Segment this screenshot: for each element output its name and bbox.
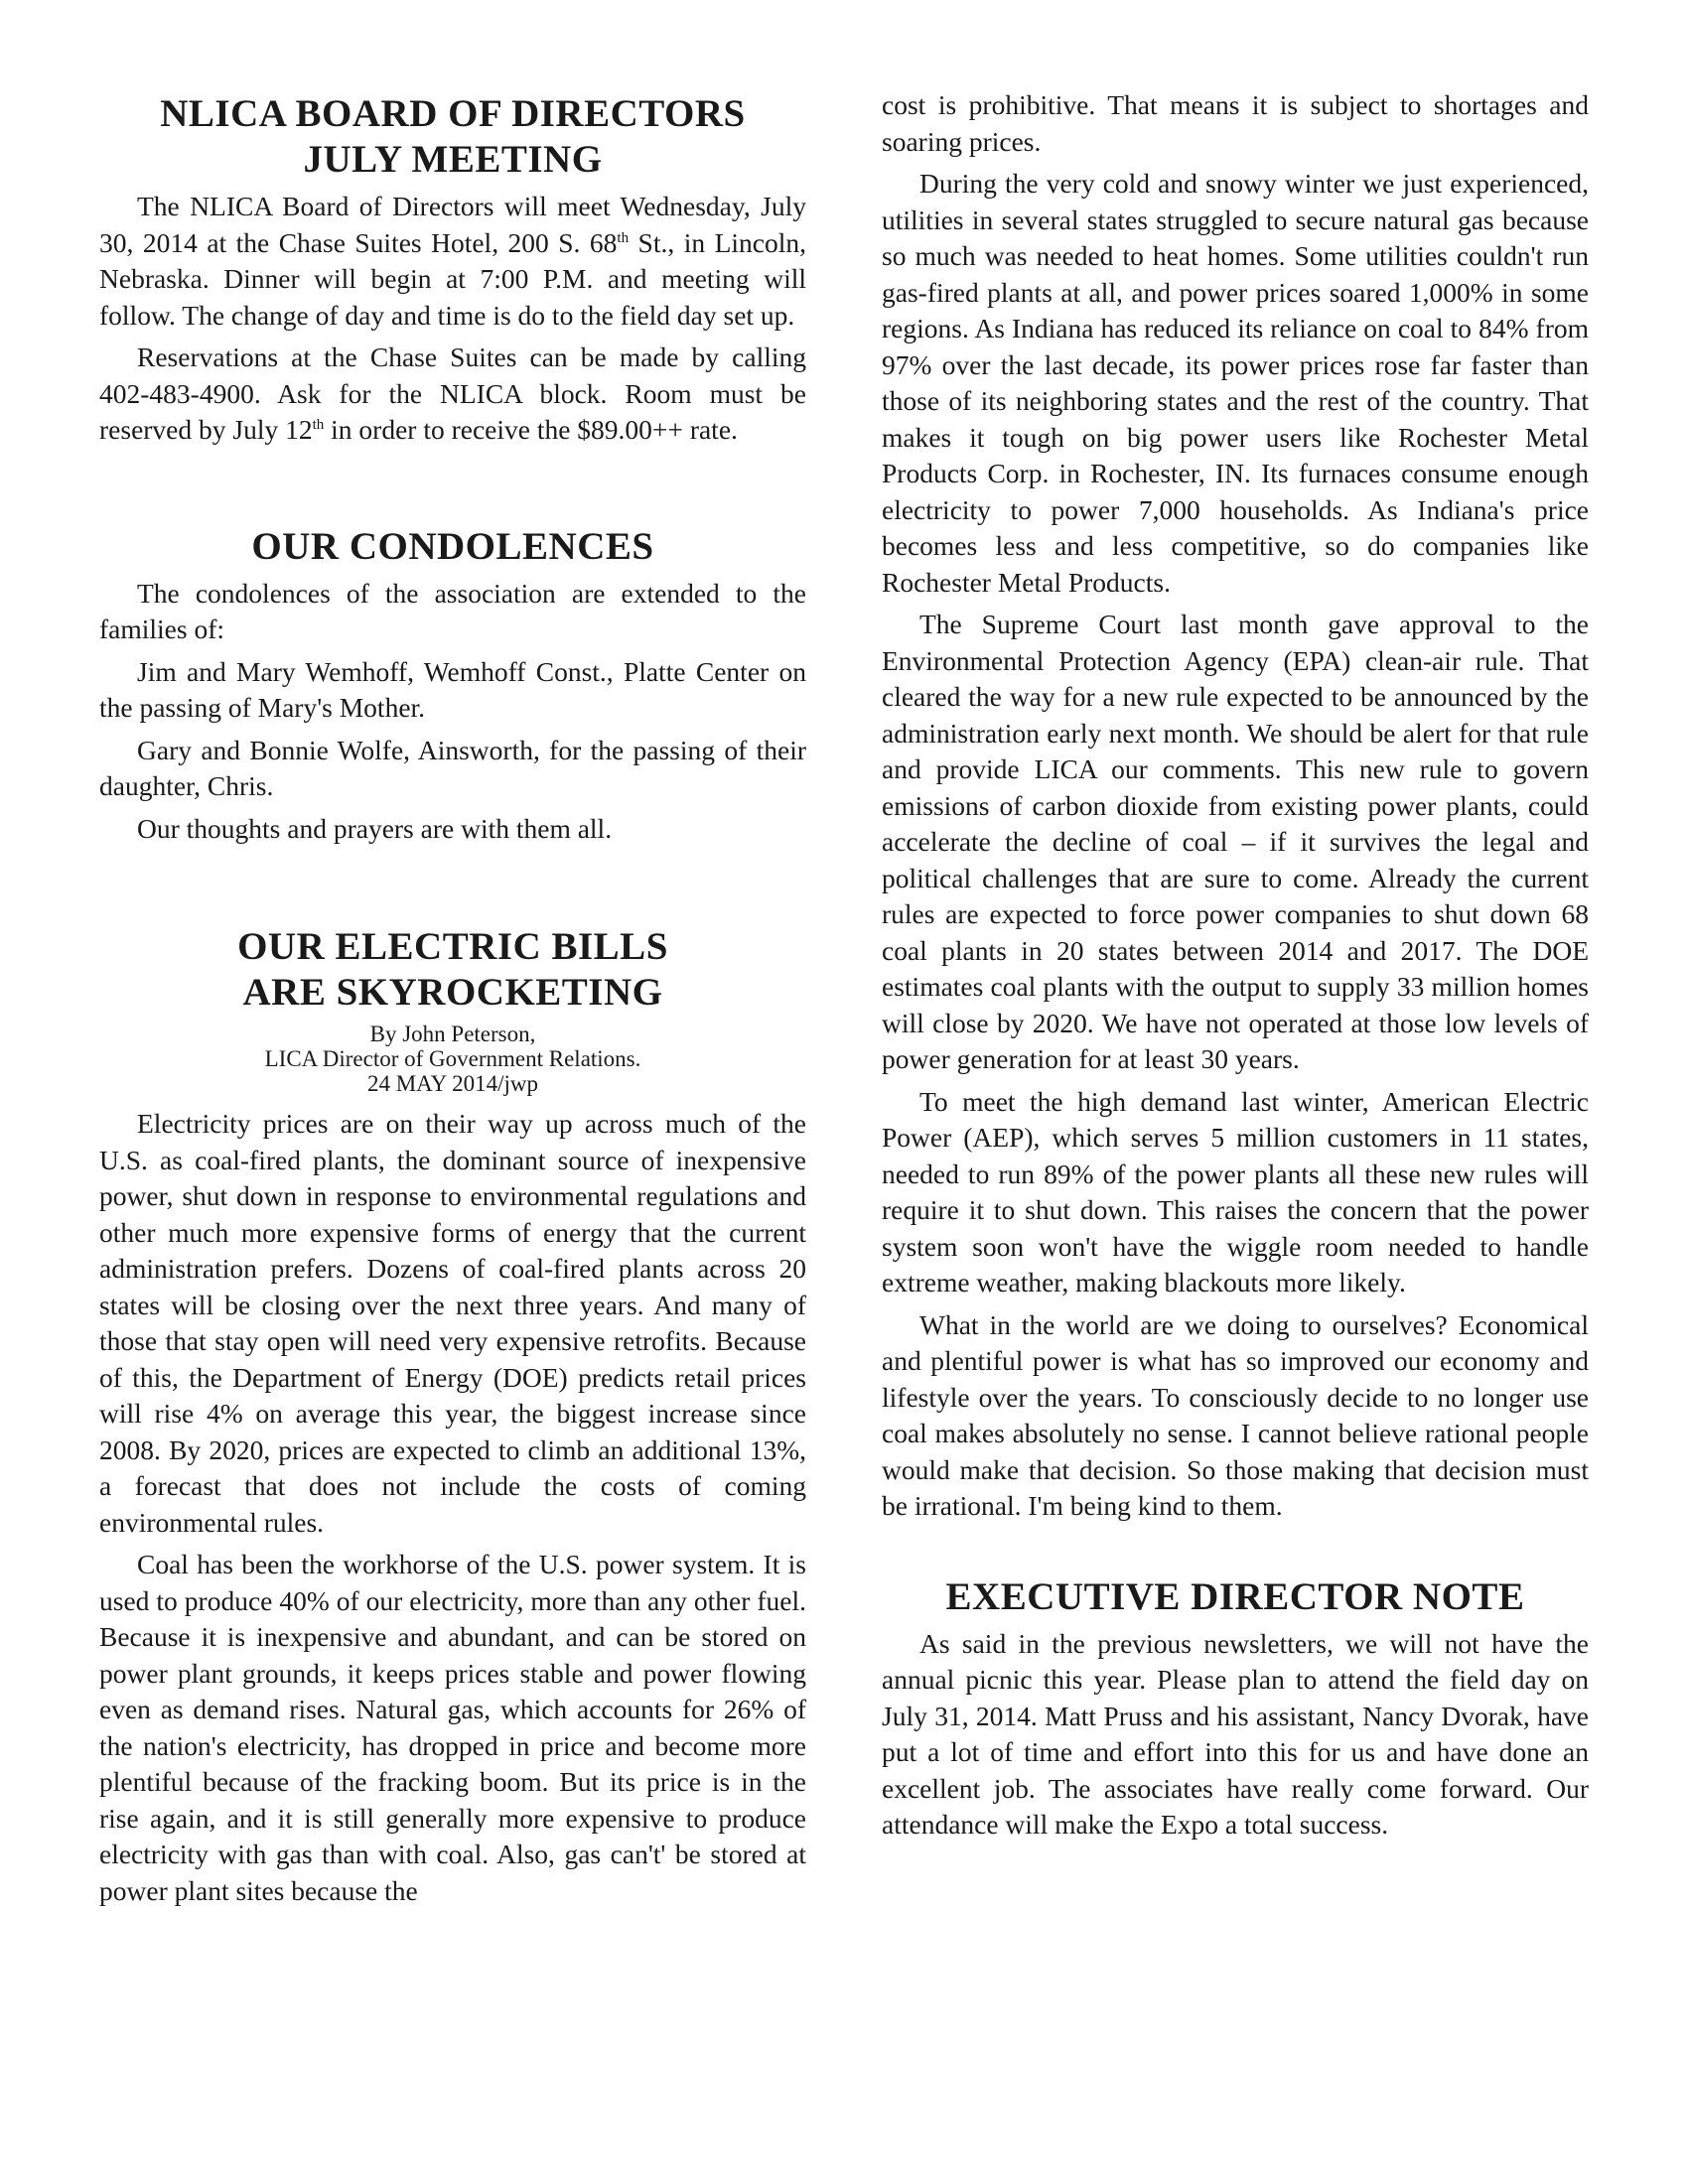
right-column	[882, 87, 1589, 2184]
electric-bills-paragraph-4: The Supreme Court last month gave approval to the Environmental Protection Agency (EPA) clean-air rule. That cleared the way for a new rule expected to be announced by the administration early next month. We should be alert for that rule and provide LICA our comments. This new rule to govern emissions of carbon dioxide from existing power plants, could accelerate the decline of coal – if it survives the legal and political challenges that are sure to come. Already the current rules are expected to force power companies to shut down 68 coal plants in 20 states between 2014 and 2017. The DOE estimates coal plants with the output to supply 33 million homes will close by 2020. We have not operated at those low levels of power generation for at least 30 years.	[882, 609, 1589, 1074]
board-meeting-paragraph-2: Reservations at the Chase Suites can be made by calling 402-483-4900. Ask for the NLICA block. Room must be reserved by July 12th in order to receive the $89.00++ rate.	[99, 341, 806, 445]
electric-bills-continued	[882, 87, 1589, 1525]
board-meeting-title-line2: JULY MEETING	[303, 138, 603, 181]
electric-bills-title	[99, 924, 806, 1016]
condolences-paragraph-3: Gary and Bonnie Wolfe, Ainsworth, for the passing of their daughter, Chris.	[99, 734, 806, 801]
condolences-title: OUR CONDOLENCES	[251, 524, 654, 568]
electric-bills-paragraph-1: Electricity prices are on their way up across much of the U.S. as coal-fired plants, the dominant source of inexpensive power, shut down in response to environmental regulations and other much more expensive forms of energy that the current administration prefers. Dozens of coal-fired plants across 20 states will be closing over the next three years. And many of those that stay open will need very expensive retrofits. Because of this, the Department of Energy (DOE) predicts retail prices will rise 4% on average this year, the biggest increase since 2008. By 2020, prices are expected to climb an additional 13%, a forecast that does not include the costs of coming environmental rules.	[99, 1108, 806, 1538]
left-column	[99, 91, 806, 2184]
board-meeting-section	[99, 91, 806, 449]
electric-bills-paragraph-3: During the very cold and snowy winter we just experienced, utilities in several states struggled to secure natural gas because so much was needed to heat homes. Some utilities couldn't run gas-fired plants at all, and power prices soared 1,000% in some regions. As Indiana has reduced its reliance on coal to 84% from 97% over the last decade, its power prices rose far faster than those of its neighboring states and the rest of the country. That makes it tough on big power users like Rochester Metal Products Corp. in Rochester, IN. Its furnaces consume enough electricity to power 7,000 households. As Indiana's price becomes less and less competitive, so do companies like Rochester Metal Products.	[882, 168, 1589, 598]
electric-bills-paragraph-2-continued: cost is prohibitive. That means it is subject to shortages and soaring prices.	[882, 89, 1589, 157]
byline-role: LICA Director of Government Relations.	[264, 1046, 641, 1071]
condolences-section	[99, 524, 806, 848]
electric-bills-paragraph-2: Coal has been the workhorse of the U.S. power system. It is used to produce 40% of our electricity, more than any other fuel. Because it is inexpensive and abundant, and can be stored on power plant grounds, it keeps prices stable and power flowing even as demand rises. Natural gas, which accounts for 26% of the nation's electricity, has dropped in price and become more plentiful because of the fracking boom. But its price is in the rise again, and it is still generally more expensive to produce electricity with gas than with coal. Also, gas can't' be stored at power plant sites because the	[99, 1549, 806, 1906]
condolences-paragraph-2: Jim and Mary Wemhoff, Wemhoff Const., Platte Center on the passing of Mary's Mother.	[99, 655, 806, 723]
byline-author: By John Peterson,	[369, 1022, 536, 1046]
condolences-paragraph-1: The condolences of the association are extended to the families of:	[99, 577, 806, 644]
board-meeting-title-line1: NLICA BOARD OF DIRECTORS	[160, 92, 746, 135]
electric-bills-byline	[99, 1022, 806, 1096]
electric-bills-paragraph-6: What in the world are we doing to ourselves? Economical and plentiful power is what has so improved our economy and lifestyle over the years. To consciously decide to no longer use coal makes absolutely no sense. I cannot believe rational people would make that decision. So those making that decision must be irrational. I'm being kind to them.	[882, 1308, 1589, 1521]
board-meeting-paragraph-1: The NLICA Board of Directors will meet Wednesday, July 30, 2014 at the Chase Suites Hotel, 200 S. 68th St., in Lincoln, Nebraska. Dinner will begin at 7:00 P.M. and meeting will follow. The change of day and time is do to the field day set up.	[99, 191, 806, 331]
byline-date: 24 MAY 2014/jwp	[366, 1071, 539, 1096]
electric-bills-paragraph-5: To meet the high demand last winter, American Electric Power (AEP), which serves 5 million customers in 11 states, needed to run 89% of the power plants all these new rules will require it to shut down. This raises the concern that the power system soon won't have the wiggle room needed to handle extreme weather, making blackouts more likely.	[882, 1085, 1589, 1297]
electric-bills-title-line1: OUR ELECTRIC BILLS	[237, 925, 668, 968]
exec-note-title: EXECUTIVE DIRECTOR NOTE	[945, 1574, 1525, 1618]
electric-bills-title-line2: ARE SKYROCKETING	[242, 971, 663, 1014]
electric-bills-section	[99, 924, 806, 1909]
condolences-paragraph-4: Our thoughts and prayers are with them all.	[137, 812, 613, 844]
exec-note-paragraph-1: As said in the previous newsletters, we will not have the annual picnic this year. Please plan to attend the field day on July 31, 2014. Matt Pruss and his assistant, Nancy Dvorak, have put a lot of time and effort into this for us and have done an excellent job. The associates have really come forward. Our attendance will make the Expo a total success.	[882, 1627, 1589, 1840]
board-meeting-title	[99, 91, 806, 183]
exec-note-section	[882, 1574, 1589, 1843]
